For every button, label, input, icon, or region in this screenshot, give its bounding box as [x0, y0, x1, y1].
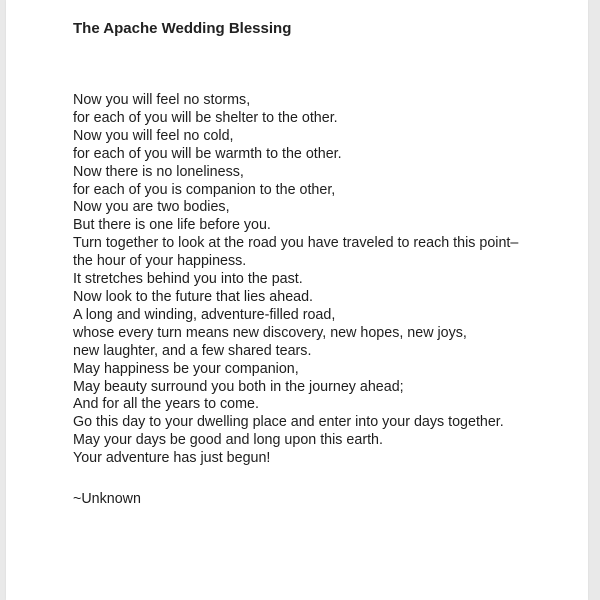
poem-line: It stretches behind you into the past. [73, 271, 303, 288]
poem-line: Now there is no loneliness, [73, 163, 244, 180]
poem-line: new laughter, and a few shared tears. [73, 342, 312, 359]
poem-body [73, 92, 518, 468]
poem-line: And for all the years to come. [73, 396, 259, 413]
poem-line: Your adventure has just begun! [73, 450, 271, 467]
poem-line: Now you will feel no storms, [73, 92, 251, 108]
attribution: ~Unknown [73, 491, 141, 507]
poem-line: Go this day to your dwelling place and enter into your days together. [73, 414, 504, 431]
poem-line: for each of you is companion to the other, [73, 181, 336, 198]
poem-line: May beauty surround you both in the journey ahead; [73, 378, 404, 395]
poem-line: May your days be good and long upon this earth. [73, 432, 383, 449]
poem-line: the hour of your happiness. [73, 253, 247, 270]
poem-line: for each of you will be warmth to the other. [73, 145, 342, 162]
poem-line: Now look to the future that lies ahead. [73, 288, 314, 305]
poem-line: whose every turn means new discovery, new hopes, new joys, [73, 324, 467, 341]
poem-line: May happiness be your companion, [73, 360, 299, 377]
poem-line: Now you will feel no cold, [73, 127, 234, 144]
poem-line: Now you are two bodies, [73, 199, 230, 216]
poem-line: for each of you will be shelter to the other. [73, 109, 338, 126]
document-title: The Apache Wedding Blessing [73, 20, 292, 37]
poem-line: Turn together to look at the road you have traveled to reach this point– [73, 235, 519, 252]
poem-line: A long and winding, adventure-filled road, [73, 306, 336, 323]
document-page [6, 0, 588, 600]
poem-line: But there is one life before you. [73, 217, 271, 234]
